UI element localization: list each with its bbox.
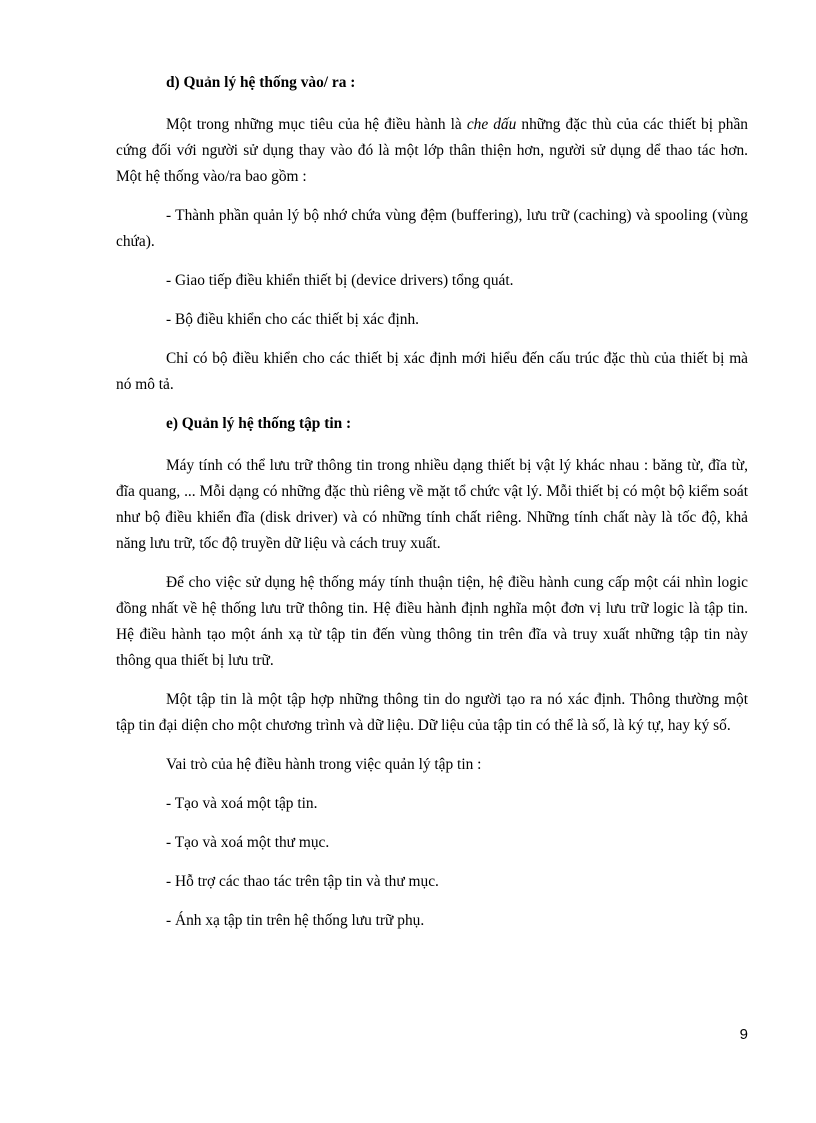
intro-emphasis: che dấu bbox=[466, 116, 517, 133]
roles-intro: Vai trò của hệ điều hành trong việc quản lý tập tin : bbox=[166, 756, 482, 773]
section-e-paragraph: Để cho việc sử dụng hệ thống máy tính thuận tiện, hệ điều hành cung cấp một cái nhìn logic đồng nhất về hệ thống lưu trữ thông tin. Hệ điều hành định nghĩa một đơn vị lưu trữ logic là tập tin. Hệ điều hành tạo một ánh xạ từ tập tin đến vùng thông tin trên đĩa và truy xuất những tập tin này thông qua thiết bị lưu trữ. bbox=[116, 574, 748, 669]
section-d-heading: d) Quản lý hệ thống vào/ ra : bbox=[166, 74, 356, 91]
section-e-paragraph: Máy tính có thể lưu trữ thông tin trong nhiều dạng thiết bị vật lý khác nhau : băng từ, đĩa từ, đĩa quang, ... Mỗi dạng có những đặc thù riêng về mặt tổ chức vật lý. Mỗi thiết bị có một bộ kiểm soát như bộ điều khiển đĩa (disk driver) và có những tính chất riêng. Những tính chất này là tốc độ, khả năng lưu trữ, tốc độ truyền dữ liệu và cách truy xuất. bbox=[116, 457, 748, 552]
section-d-intro-paragraph bbox=[116, 112, 748, 190]
section-e-heading: e) Quản lý hệ thống tập tin : bbox=[166, 415, 352, 432]
role-item: - Tạo và xoá một tập tin. bbox=[166, 795, 318, 812]
role-item: - Tạo và xoá một thư mục. bbox=[166, 834, 330, 851]
io-component-item: - Giao tiếp điều khiển thiết bị (device drivers) tổng quát. bbox=[166, 272, 514, 289]
section-e-paragraph: Một tập tin là một tập hợp những thông tin do người tạo ra nó xác định. Thông thường một tập tin đại diện cho một chương trình và dữ liệu. Dữ liệu của tập tin có thể là số, là ký tự, hay ký số. bbox=[116, 691, 748, 734]
intro-text-end: những đặc thù của các thiết bị phần cứng đối với người sử dụng thay vào đó là một lớp thân thiện hơn, người sử dụng dể thao tác hơn. Một hệ thống vào/ra bao gồm : bbox=[116, 116, 748, 185]
page-number: 9 bbox=[739, 1026, 748, 1043]
io-component-item: - Thành phần quản lý bộ nhớ chứa vùng đệm (buffering), lưu trữ (caching) và spooling (vùng chứa). bbox=[116, 207, 748, 250]
role-item: - Hỗ trợ các thao tác trên tập tin và thư mục. bbox=[166, 873, 439, 890]
intro-text-start: Một trong những mục tiêu của hệ điều hành là bbox=[166, 116, 467, 133]
role-item: - Ánh xạ tập tin trên hệ thống lưu trữ phụ. bbox=[166, 912, 425, 929]
document-body bbox=[116, 70, 748, 934]
section-d-closing-paragraph: Chỉ có bộ điều khiển cho các thiết bị xác định mới hiểu đến cấu trúc đặc thù của thiết bị mà nó mô tả. bbox=[116, 350, 748, 393]
io-component-item: - Bộ điều khiển cho các thiết bị xác định. bbox=[166, 311, 420, 328]
